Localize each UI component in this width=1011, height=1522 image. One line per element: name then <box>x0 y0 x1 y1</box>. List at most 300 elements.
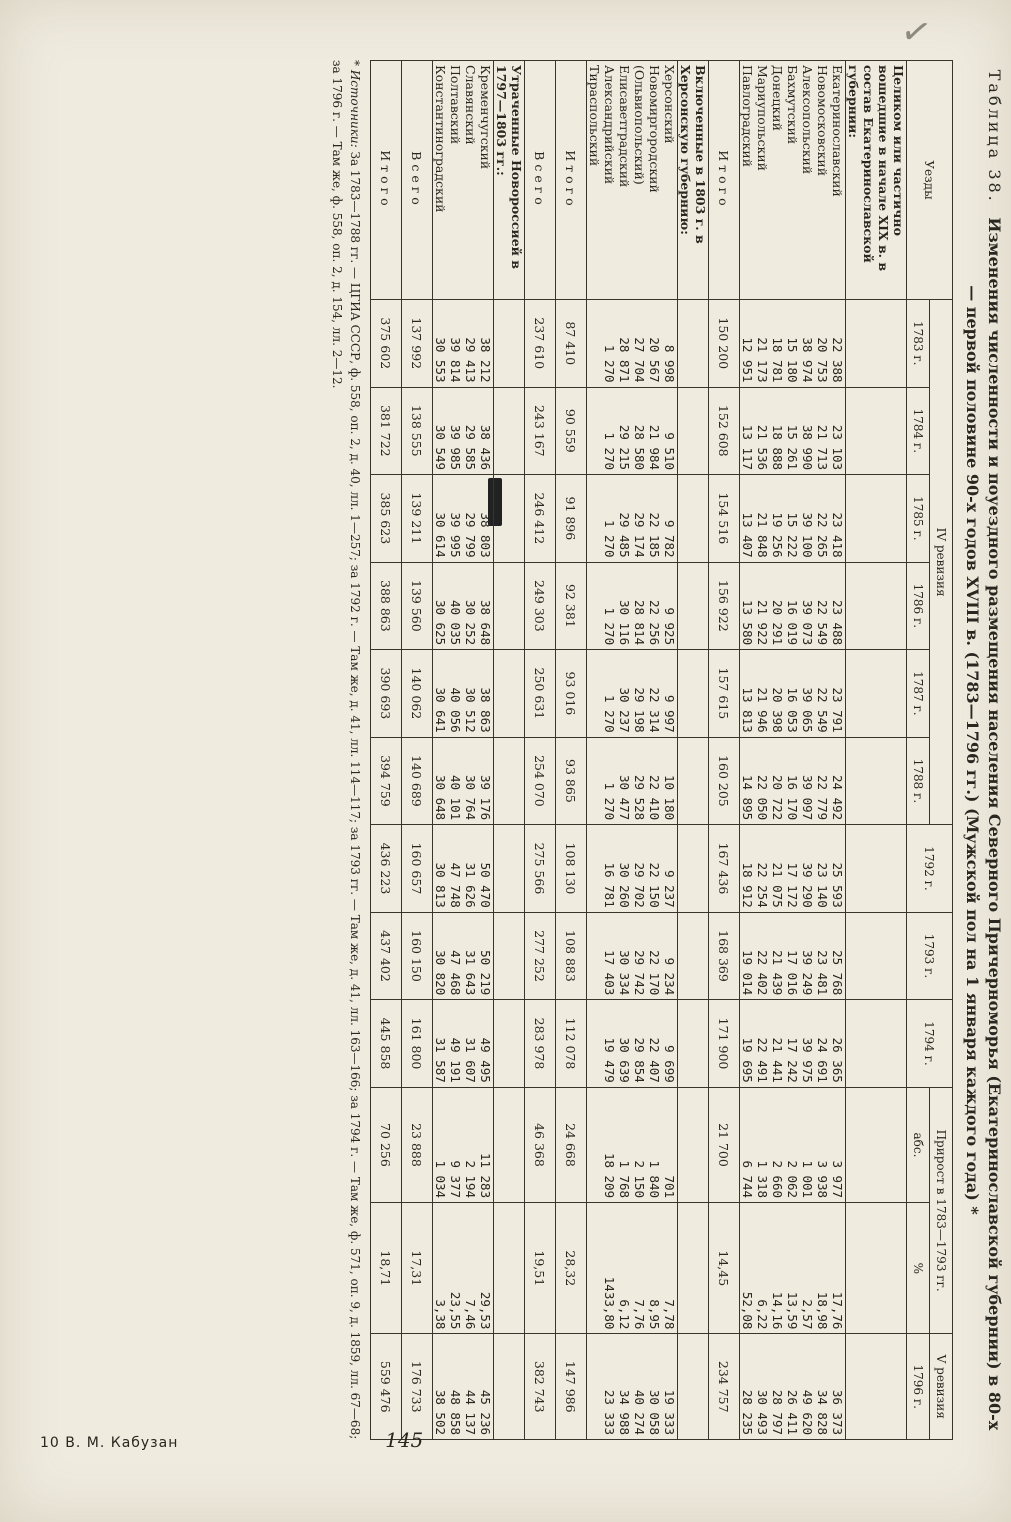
table-cell: 30 252 <box>463 599 478 646</box>
total-value: 28,32 <box>556 1203 587 1334</box>
table-cell: 39 975 <box>800 1037 815 1083</box>
empty-cell <box>678 1334 709 1440</box>
table-cell: 29 198 <box>632 687 647 733</box>
table-cell: 30 820 <box>433 950 448 996</box>
total-value: 168 369 <box>709 912 740 1000</box>
table-cell: 39 985 <box>448 424 463 471</box>
table-cell: 40 101 <box>448 775 463 821</box>
table-cell: 23 140 <box>815 862 830 908</box>
empty-cell <box>846 825 907 913</box>
value-column <box>587 1087 678 1202</box>
total-value: 108 130 <box>556 825 587 913</box>
table-cell: 31 643 <box>463 950 478 996</box>
table-cell: 1 768 <box>617 1160 632 1199</box>
empty-cell <box>846 912 907 1000</box>
total-value: 139 211 <box>402 475 433 563</box>
table-cell: 17 172 <box>785 862 800 908</box>
table-cell: 29 215 <box>617 424 632 471</box>
empty-cell <box>494 912 525 1000</box>
total-label: Итого <box>371 61 402 300</box>
total-label: Всего <box>525 61 556 300</box>
table-cell: 6,22 <box>755 1299 770 1330</box>
table-cell: 8 998 <box>662 344 677 383</box>
table-cell: 16 019 <box>785 599 800 646</box>
total-value: 250 631 <box>525 650 556 738</box>
table-cell: 30 512 <box>463 687 478 733</box>
total-value: 385 623 <box>371 475 402 563</box>
table-cell: 22 256 <box>647 599 662 646</box>
uezd-names <box>587 61 678 300</box>
footnote-lead: * Источники: <box>348 60 362 148</box>
table-cell: 50 470 <box>478 862 493 908</box>
total-value: 246 412 <box>525 475 556 563</box>
table-cell: 30 549 <box>433 424 448 471</box>
table-cell: 30 639 <box>617 1037 632 1083</box>
total-value: 14,45 <box>709 1203 740 1334</box>
table-cell: 10 180 <box>662 775 677 821</box>
table-cell: 8,95 <box>647 1299 662 1330</box>
table-cell: 30 648 <box>433 775 448 821</box>
table-cell: 21 848 <box>755 512 770 558</box>
table-cell: 2 660 <box>770 1160 785 1199</box>
table-cell: 15 261 <box>785 424 800 471</box>
value-column <box>740 387 846 475</box>
empty-cell <box>494 475 525 563</box>
value-column <box>433 737 494 825</box>
table-cell: 38 648 <box>478 599 493 646</box>
table-cell: 40 035 <box>448 599 463 646</box>
table-cell: 13,59 <box>785 1291 800 1330</box>
uezd-name: Полтавский <box>448 65 463 145</box>
uezd-name: Константиноградский <box>433 65 448 213</box>
value-column <box>433 650 494 738</box>
table-cell: 30 493 <box>755 1389 770 1435</box>
table-cell: 39 065 <box>800 687 815 733</box>
total-value: 140 689 <box>402 737 433 825</box>
table-cell: 21 536 <box>755 424 770 471</box>
table-cell: 27 704 <box>632 337 647 383</box>
table-cell: 17,76 <box>830 1291 845 1330</box>
table-cell: 34 828 <box>815 1389 830 1435</box>
table-cell: 23 333 <box>602 1389 617 1435</box>
table-cell: 40 056 <box>448 687 463 733</box>
table-cell: 1 840 <box>647 1160 662 1199</box>
table-cell: 29 528 <box>632 775 647 821</box>
value-column <box>740 825 846 913</box>
total-value: 18,71 <box>371 1203 402 1334</box>
table-cell: 38 502 <box>433 1389 448 1435</box>
table-cell: 21 713 <box>815 424 830 471</box>
table-cell: 48 858 <box>448 1389 463 1435</box>
total-value: 92 381 <box>556 562 587 650</box>
table-cell: 29 742 <box>632 950 647 996</box>
table-cell: 22 254 <box>755 862 770 908</box>
table-cell: 28 814 <box>632 599 647 646</box>
empty-cell <box>494 300 525 388</box>
table-cell: 1 270 <box>602 344 617 383</box>
table-cell: 40 274 <box>632 1389 647 1435</box>
table-cell: 26 411 <box>785 1389 800 1435</box>
table-cell: 47 748 <box>448 862 463 908</box>
value-column <box>587 912 678 1000</box>
empty-cell <box>494 737 525 825</box>
empty-cell <box>678 475 709 563</box>
total-value: 87 410 <box>556 300 587 388</box>
total-value: 243 167 <box>525 387 556 475</box>
empty-cell <box>846 650 907 738</box>
total-value: 437 402 <box>371 912 402 1000</box>
value-column <box>740 912 846 1000</box>
table-cell: 30 058 <box>647 1389 662 1435</box>
empty-cell <box>678 1203 709 1334</box>
uezd-name: Алексопольский <box>800 65 815 175</box>
value-column <box>433 300 494 388</box>
table-cell: 1 270 <box>602 432 617 471</box>
table-cell: 30 625 <box>433 599 448 646</box>
table-cell: 28 580 <box>632 424 647 471</box>
uezd-name: Славянский <box>463 65 478 145</box>
header-uezdy: Уезды <box>907 61 953 300</box>
value-column <box>587 1000 678 1088</box>
header-year: 1787 г. <box>907 650 930 738</box>
table-cell: 9 377 <box>448 1160 463 1199</box>
value-column <box>740 562 846 650</box>
empty-cell <box>678 1087 709 1202</box>
table-cell: 24 691 <box>815 1037 830 1083</box>
total-value: 234 757 <box>709 1334 740 1440</box>
table-cell: 52,08 <box>740 1291 755 1330</box>
table-cell: 12 951 <box>740 337 755 383</box>
table-cell: 21 441 <box>770 1037 785 1083</box>
total-value: 394 759 <box>371 737 402 825</box>
table-cell: 16 053 <box>785 687 800 733</box>
header-year: 1794 г. <box>907 1000 953 1088</box>
value-column <box>433 562 494 650</box>
table-cell: 25 768 <box>830 950 845 996</box>
header-iv-revision: IV ревизия <box>930 300 953 825</box>
table-cell: 7,78 <box>662 1299 677 1330</box>
header-year: 1788 г. <box>907 737 930 825</box>
table-cell: 22 549 <box>815 687 830 733</box>
total-value: 46 368 <box>525 1087 556 1202</box>
table-cell: 21 922 <box>755 599 770 646</box>
empty-cell <box>846 300 907 388</box>
table-cell: 47 468 <box>448 950 463 996</box>
empty-cell <box>494 1334 525 1440</box>
table-cell: 30 764 <box>463 775 478 821</box>
total-value: 93 016 <box>556 650 587 738</box>
table-cell: 39 249 <box>800 950 815 996</box>
uezd-name: Мариупольский <box>755 65 770 172</box>
table-cell: 23 791 <box>830 687 845 733</box>
value-column <box>433 1334 494 1440</box>
table-cell: 31 587 <box>433 1037 448 1083</box>
table-cell: 13 813 <box>740 687 755 733</box>
page-number: 145 <box>385 1428 424 1452</box>
value-column <box>740 650 846 738</box>
table-cell: 20 722 <box>770 775 785 821</box>
table-cell: 20 398 <box>770 687 785 733</box>
group-data-row <box>433 61 494 1440</box>
table-cell: 21 984 <box>647 424 662 471</box>
table-cell: 29 174 <box>632 512 647 558</box>
table-cell: 22 314 <box>647 687 662 733</box>
table-cell: 18 888 <box>770 424 785 471</box>
table-cell: 22 150 <box>647 862 662 908</box>
header-pct: % <box>907 1203 930 1334</box>
table-cell: 29 585 <box>463 424 478 471</box>
table-cell: 18 912 <box>740 862 755 908</box>
total-value: 139 560 <box>402 562 433 650</box>
header-abs: абс. <box>907 1087 930 1202</box>
group-title-row <box>846 61 907 1440</box>
total-value: 388 863 <box>371 562 402 650</box>
total-value: 375 602 <box>371 300 402 388</box>
table-cell: 39 073 <box>800 599 815 646</box>
table-cell: 1 318 <box>755 1160 770 1199</box>
total-value: 161 800 <box>402 1000 433 1088</box>
uezd-names <box>433 61 494 300</box>
header-year: 1784 г. <box>907 387 930 475</box>
rotated-table-block <box>85 60 1005 1440</box>
header-year: 1783 г. <box>907 300 930 388</box>
table-cell: 29,53 <box>478 1291 493 1330</box>
table-cell: 1 034 <box>433 1160 448 1199</box>
total-value: 160 205 <box>709 737 740 825</box>
total-value: 445 858 <box>371 1000 402 1088</box>
value-column <box>587 650 678 738</box>
table-cell: 39 176 <box>478 775 493 821</box>
table-cell: 9 782 <box>662 519 677 558</box>
empty-cell <box>678 650 709 738</box>
header-year: 1785 г. <box>907 475 930 563</box>
total-value: 237 610 <box>525 300 556 388</box>
empty-cell <box>846 387 907 475</box>
table-cell: 22 407 <box>647 1037 662 1083</box>
total-value: 171 900 <box>709 1000 740 1088</box>
table-cell: 7,76 <box>632 1299 647 1330</box>
table-cell: 44 137 <box>463 1389 478 1435</box>
table-cell: 20 567 <box>647 337 662 383</box>
table-cell: 30 614 <box>433 512 448 558</box>
table-cell: 20 753 <box>815 337 830 383</box>
total-value: 436 223 <box>371 825 402 913</box>
table-cell: 20 291 <box>770 599 785 646</box>
empty-cell <box>494 1000 525 1088</box>
table-cell: 13 580 <box>740 599 755 646</box>
table-cell: 28 797 <box>770 1389 785 1435</box>
table-number: Таблица 38. <box>985 69 1004 204</box>
table-cell: 30 641 <box>433 687 448 733</box>
empty-cell <box>494 1087 525 1202</box>
value-column <box>740 1203 846 1334</box>
table-cell: 3 977 <box>830 1160 845 1199</box>
group-title-row <box>678 61 709 1440</box>
table-cell: 34 988 <box>617 1389 632 1435</box>
uezd-names <box>740 61 846 300</box>
total-value: 160 657 <box>402 825 433 913</box>
value-column <box>740 300 846 388</box>
empty-cell <box>678 825 709 913</box>
total-value: 152 608 <box>709 387 740 475</box>
table-cell: 3 938 <box>815 1160 830 1199</box>
table-cell: 49 620 <box>800 1389 815 1435</box>
table-cell: 31 626 <box>463 862 478 908</box>
table-cell: 31 607 <box>463 1037 478 1083</box>
total-row <box>525 61 556 1440</box>
total-value: 147 986 <box>556 1334 587 1440</box>
table-cell: 14 895 <box>740 775 755 821</box>
total-value: 17,31 <box>402 1203 433 1334</box>
table-cell: 29 799 <box>463 512 478 558</box>
uezd-name: Екатеринославский <box>830 65 845 197</box>
empty-cell <box>494 387 525 475</box>
table-cell: 9 997 <box>662 695 677 733</box>
table-cell: 23 488 <box>830 599 845 646</box>
table-cell: 38 974 <box>800 337 815 383</box>
value-column <box>740 475 846 563</box>
pencil-check-mark: ✓ <box>896 9 935 56</box>
table-cell: 14,16 <box>770 1291 785 1330</box>
table-cell: 29 485 <box>617 512 632 558</box>
uezd-name: Херсонский <box>662 65 677 144</box>
total-value: 112 078 <box>556 1000 587 1088</box>
table-cell: 29 413 <box>463 337 478 383</box>
total-value: 157 615 <box>709 650 740 738</box>
value-column <box>433 1203 494 1334</box>
table-cell: 18 209 <box>602 1152 617 1199</box>
total-value: 150 200 <box>709 300 740 388</box>
group-title: Целиком или частично вошедшие в начале XIX в. в состав Екатеринославской губернии: <box>846 61 907 300</box>
value-column <box>740 1000 846 1088</box>
table-cell: 9 925 <box>662 607 677 646</box>
table-cell: 23,55 <box>448 1291 463 1330</box>
table-cell: 30 553 <box>433 337 448 383</box>
header-year-v: 1796 г. <box>907 1334 930 1440</box>
empty-cell <box>678 1000 709 1088</box>
total-value: 108 883 <box>556 912 587 1000</box>
table-cell: 28 871 <box>617 337 632 383</box>
value-column <box>587 562 678 650</box>
table-cell: 22 170 <box>647 950 662 996</box>
total-value: 254 070 <box>525 737 556 825</box>
total-label: Всего <box>402 61 433 300</box>
table-cell: 22 185 <box>647 512 662 558</box>
empty-cell <box>678 562 709 650</box>
total-value: 390 693 <box>371 650 402 738</box>
table-cell: 1 270 <box>602 695 617 733</box>
empty-cell <box>846 1087 907 1202</box>
table-cell: 16 781 <box>602 862 617 908</box>
empty-cell <box>846 737 907 825</box>
empty-cell <box>678 387 709 475</box>
uezd-name: Кременчугский <box>478 65 493 170</box>
table-cell: 21 173 <box>755 337 770 383</box>
table-cell: 13 407 <box>740 512 755 558</box>
table-cell: 15 180 <box>785 337 800 383</box>
table-cell: 2,57 <box>800 1299 815 1330</box>
population-table <box>370 60 953 1440</box>
empty-cell <box>846 475 907 563</box>
table-cell: 38 990 <box>800 424 815 471</box>
total-value: 559 476 <box>371 1334 402 1440</box>
value-column <box>740 737 846 825</box>
table-cell: 29 702 <box>632 862 647 908</box>
value-column <box>587 475 678 563</box>
uezd-name: Тираспольский <box>587 65 602 167</box>
total-value: 138 555 <box>402 387 433 475</box>
table-cell: 2 194 <box>463 1160 478 1199</box>
total-value: 160 150 <box>402 912 433 1000</box>
total-value: 21 700 <box>709 1087 740 1202</box>
value-column <box>433 825 494 913</box>
table-cell: 23 481 <box>815 950 830 996</box>
table-cell: 22 410 <box>647 775 662 821</box>
table-cell: 50 219 <box>478 950 493 996</box>
table-cell: 19 479 <box>602 1037 617 1083</box>
total-value: 23 888 <box>402 1087 433 1202</box>
group-title: Включенные в 1803 г. в Херсонскую губернию: <box>678 61 709 300</box>
table-title: Изменения численности и поуездного размещения населения Северного Причерноморья (Екатеринославской губернии) в 80-х — первой половине 90-х годов XVIII в. (1783—1796 гг.) (Мужской пол на 1 января каждого года) * <box>963 217 1004 1431</box>
total-value: 140 062 <box>402 650 433 738</box>
value-column <box>587 1334 678 1440</box>
table-cell: 23 103 <box>830 424 845 471</box>
table-cell: 9 699 <box>662 1045 677 1083</box>
total-value: 176 733 <box>402 1334 433 1440</box>
table-cell: 11 283 <box>478 1152 493 1199</box>
table-cell: 39 814 <box>448 337 463 383</box>
table-cell: 3,38 <box>433 1299 448 1330</box>
table-cell: 23 418 <box>830 512 845 558</box>
table-cell: 9 237 <box>662 870 677 908</box>
value-column <box>433 912 494 1000</box>
header-v-revision: V ревизия <box>930 1334 953 1440</box>
total-value: 167 436 <box>709 825 740 913</box>
sources-footnote <box>328 60 364 1440</box>
table-cell: 21 946 <box>755 687 770 733</box>
table-cell: 38 803 <box>478 512 493 558</box>
total-value: 156 922 <box>709 562 740 650</box>
table-cell: 17 016 <box>785 950 800 996</box>
table-cell: 25 593 <box>830 862 845 908</box>
empty-cell <box>678 912 709 1000</box>
table-cell: 19 695 <box>740 1037 755 1083</box>
table-cell: 30 813 <box>433 862 448 908</box>
total-value: 93 865 <box>556 737 587 825</box>
table-cell: 15 222 <box>785 512 800 558</box>
total-value: 249 303 <box>525 562 556 650</box>
table-cell: 29 854 <box>632 1037 647 1083</box>
table-cell: 19 256 <box>770 512 785 558</box>
table-cell: 18,98 <box>815 1291 830 1330</box>
total-value: 283 978 <box>525 1000 556 1088</box>
table-cell: 22 491 <box>755 1037 770 1083</box>
uezd-name: Александрийский <box>602 65 617 185</box>
page-footer <box>40 1428 970 1452</box>
header-year: 1793 г. <box>907 912 953 1000</box>
table-cell: 30 334 <box>617 950 632 996</box>
table-cell: 38 212 <box>478 337 493 383</box>
header-year: 1786 г. <box>907 562 930 650</box>
total-label: Итого <box>709 61 740 300</box>
total-value: 382 743 <box>525 1334 556 1440</box>
table-cell: 17 403 <box>602 950 617 996</box>
empty-cell <box>494 650 525 738</box>
uezd-name: Павлоградский <box>740 65 755 168</box>
group-title: Утраченные Новороссией в 1797—1803 гг.: <box>494 61 525 300</box>
table-cell: 22 402 <box>755 950 770 996</box>
empty-cell <box>846 1000 907 1088</box>
